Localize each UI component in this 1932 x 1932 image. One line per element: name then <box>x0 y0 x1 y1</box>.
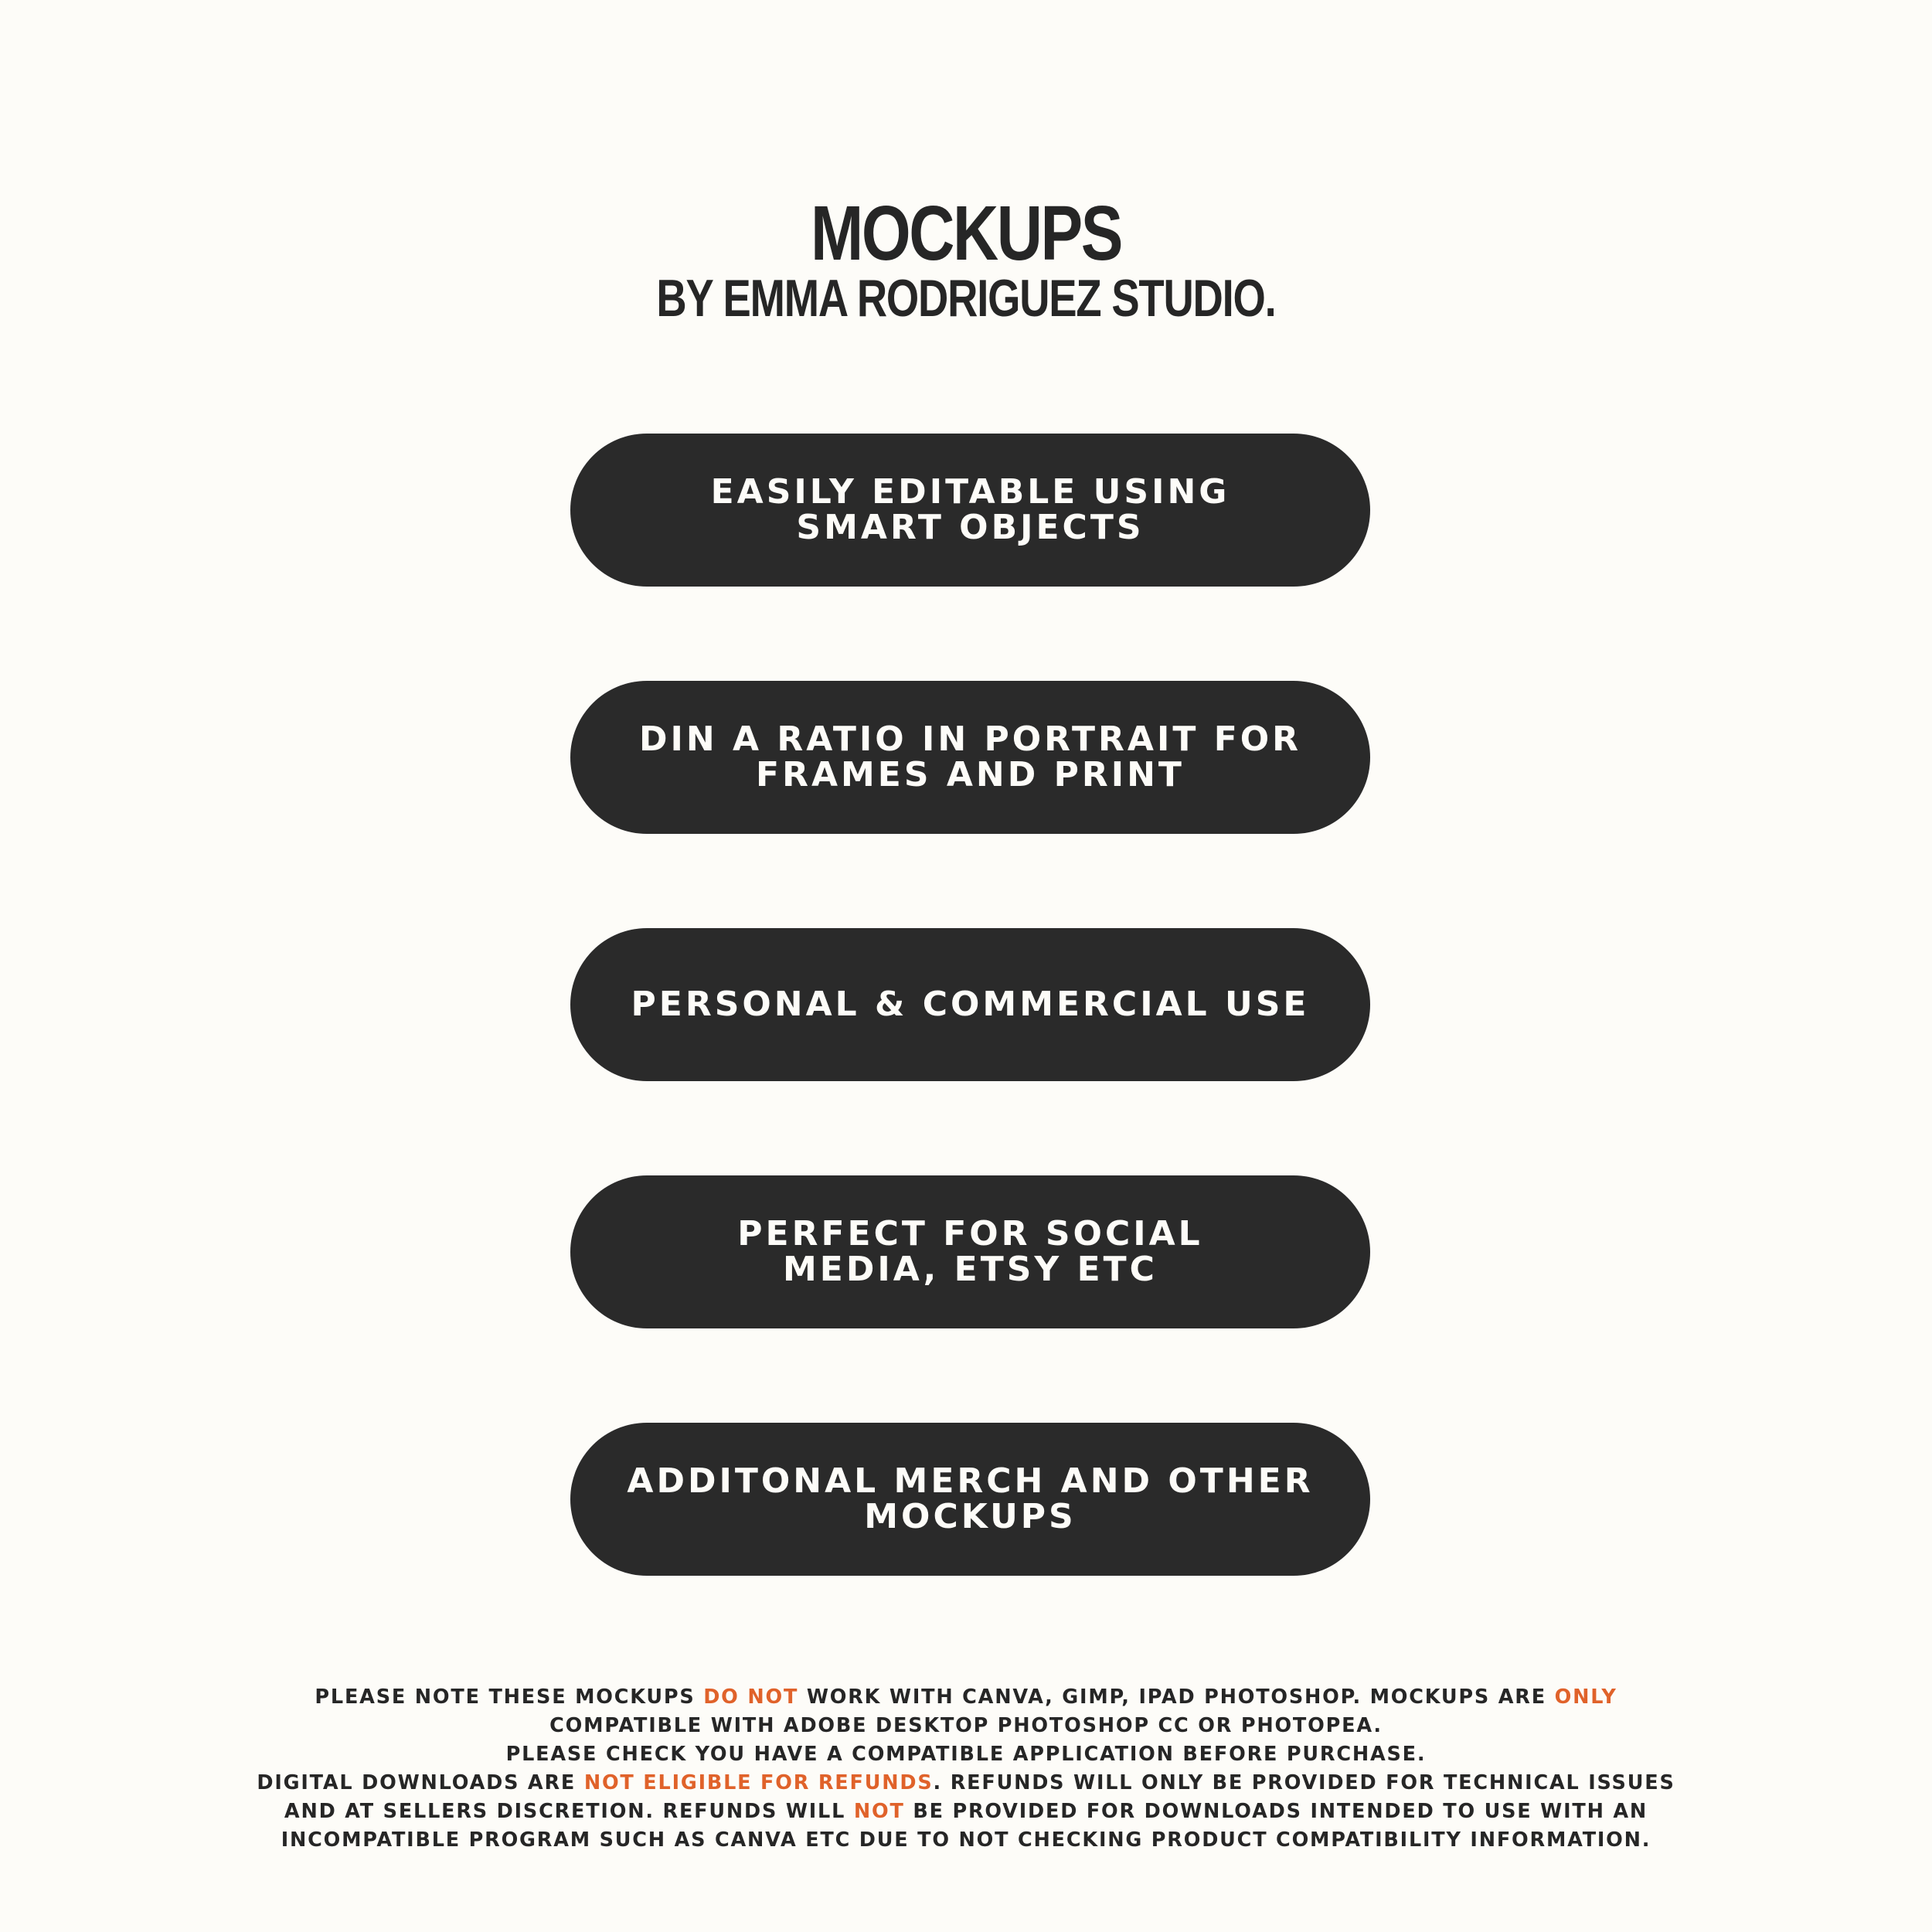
header <box>0 190 1932 328</box>
notice-text: . REFUNDS WILL ONLY BE PROVIDED FOR TECHNICAL ISSUES <box>933 1771 1675 1794</box>
notice-text: WORK WITH CANVA, GIMP, IPAD PHOTOSHOP. MOCKUPS ARE <box>798 1685 1555 1709</box>
notice-line <box>0 1769 1932 1798</box>
feature-pill-merch-mockups <box>570 1423 1370 1576</box>
notice-text: AND AT SELLERS DISCRETION. REFUNDS WILL <box>284 1800 854 1823</box>
notice-line <box>0 1683 1932 1712</box>
feature-pill-smart-objects <box>570 434 1370 587</box>
notice-line <box>0 1798 1932 1826</box>
feature-label: DIN A RATIO IN PORTRAIT FOR FRAMES AND PRINT <box>638 719 1302 794</box>
page-title: MOCKUPS <box>811 190 1121 277</box>
notice-highlight: NOT <box>853 1800 905 1823</box>
feature-label: PERFECT FOR SOCIAL MEDIA, ETSY ETC <box>737 1214 1203 1289</box>
notice-line: PLEASE CHECK YOU HAVE A COMPATIBLE APPLICATION BEFORE PURCHASE. <box>505 1743 1427 1766</box>
notice-text: DIGITAL DOWNLOADS ARE <box>257 1771 584 1794</box>
notice-highlight: DO NOT <box>703 1685 799 1709</box>
notice-text: PLEASE NOTE THESE MOCKUPS <box>315 1685 704 1709</box>
compatibility-notice <box>0 1683 1932 1855</box>
notice-highlight: ONLY <box>1554 1685 1617 1709</box>
feature-label: PERSONAL & COMMERCIAL USE <box>631 985 1310 1024</box>
feature-pill-social-media <box>570 1175 1370 1328</box>
notice-text: BE PROVIDED FOR DOWNLOADS INTENDED TO USE WITH AN <box>904 1800 1648 1823</box>
page-subtitle: BY EMMA RODRIGUEZ STUDIO. <box>656 269 1276 328</box>
notice-highlight: NOT ELIGIBLE FOR REFUNDS <box>583 1771 934 1794</box>
notice-line: COMPATIBLE WITH ADOBE DESKTOP PHOTOSHOP CC OR PHOTOPEA. <box>549 1714 1383 1737</box>
feature-label: ADDITONAL MERCH AND OTHER MOCKUPS <box>627 1461 1314 1536</box>
feature-label: EASILY EDITABLE USING SMART OBJECTS <box>710 472 1230 547</box>
notice-line: INCOMPATIBLE PROGRAM SUCH AS CANVA ETC DUE TO NOT CHECKING PRODUCT COMPATIBILITY INFORMATION. <box>281 1828 1651 1852</box>
feature-pill-commercial-use <box>570 928 1370 1081</box>
feature-pill-din-ratio <box>570 681 1370 834</box>
